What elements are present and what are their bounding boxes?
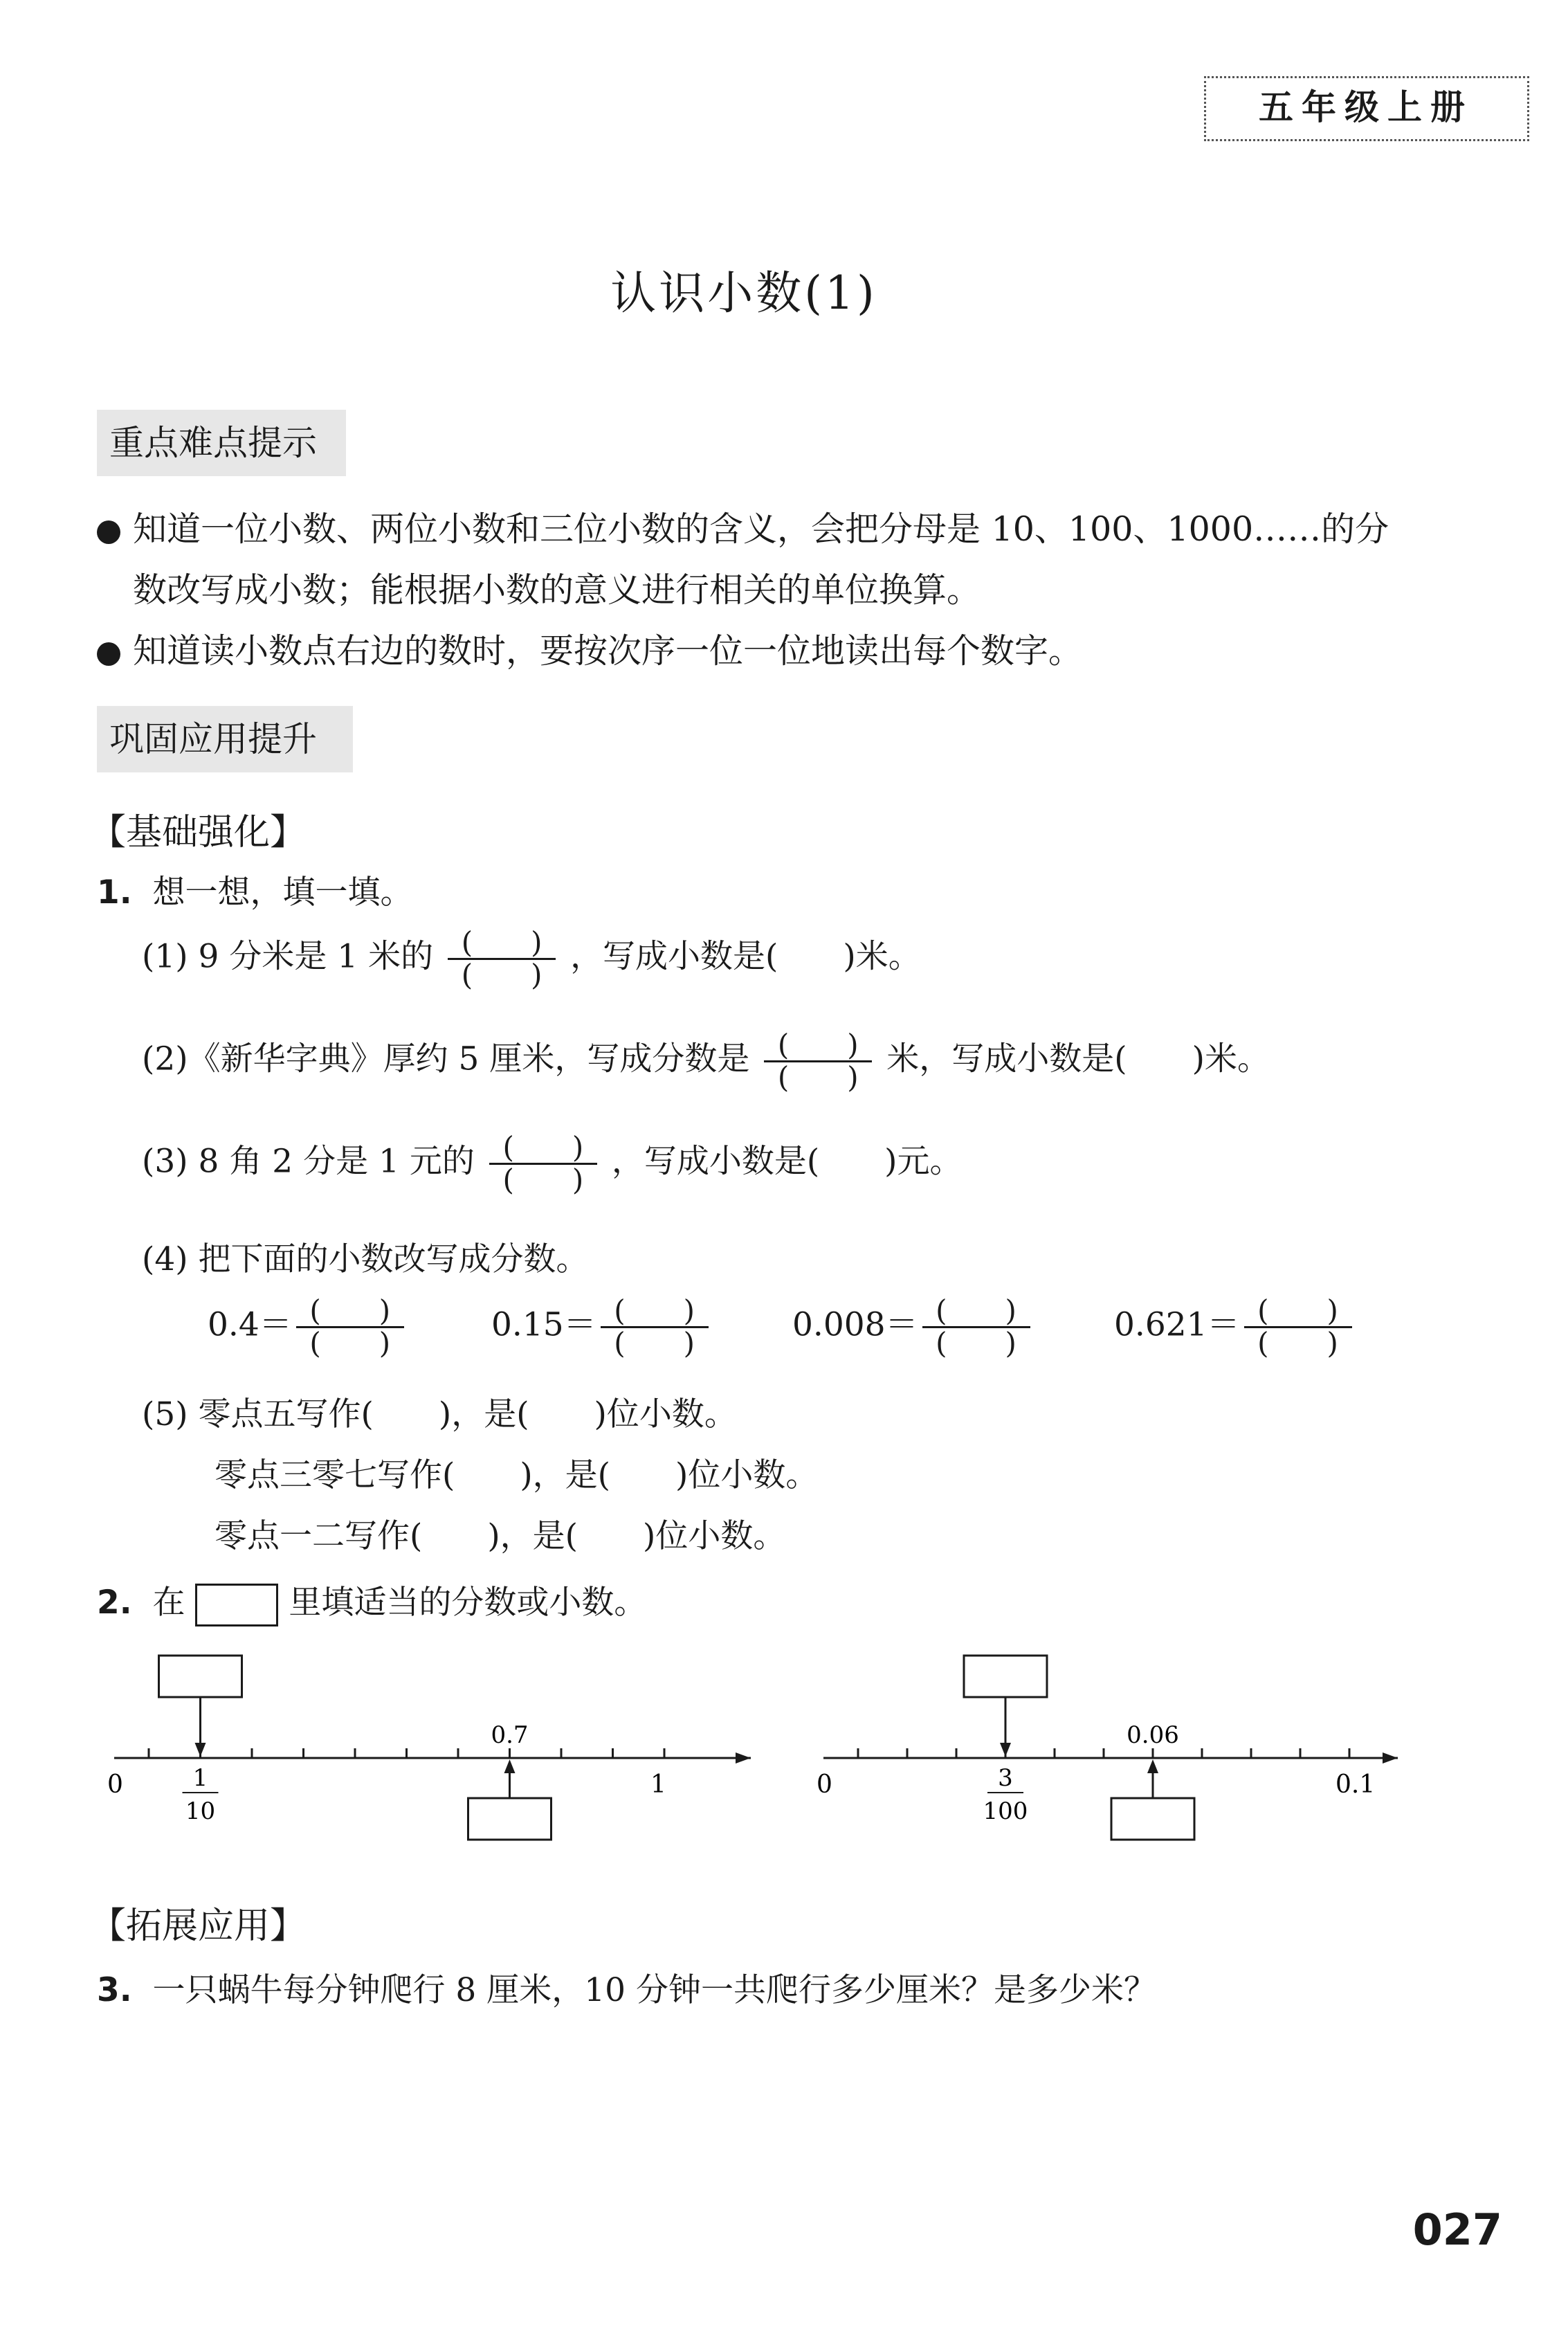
q1-part3	[142, 1132, 963, 1195]
fraction-blank[interactable]: $\frac{( )}{( )}$	[489, 1132, 597, 1195]
q1-part2	[142, 1030, 1270, 1093]
fraction-blank[interactable]: $\frac{( )}{( )}$	[764, 1030, 872, 1093]
extend-heading: 【拓展应用】	[90, 1905, 307, 1947]
mark-label: 0.7	[491, 1721, 529, 1749]
q1-part5-b: 零点三零七写作( )，是( )位小数。	[215, 1456, 819, 1494]
page-number: 027	[1412, 2204, 1502, 2255]
grade-label-box	[1204, 76, 1529, 141]
q1-part1-tail: ，写成小数是( )米。	[570, 937, 921, 976]
conv-4: 0.621＝ $\frac{( )}{( )}$	[1114, 1296, 1356, 1359]
fraction-numerator: 3	[998, 1764, 1013, 1792]
arrow-down-icon	[195, 1743, 206, 1757]
answer-box	[964, 1656, 1047, 1697]
conv-1: 0.4＝ $\frac{( )}{( )}$	[208, 1296, 408, 1359]
q1-part4: (4) 把下面的小数改写成分数。	[142, 1240, 589, 1278]
fraction-blank[interactable]: $\frac{( )}{( )}$	[448, 927, 556, 990]
question-2	[97, 1577, 646, 1626]
bullet-1	[97, 498, 1467, 561]
q1-part3-tail: ，写成小数是( )元。	[611, 1142, 963, 1181]
grade-label: 五年级上册	[1255, 80, 1477, 129]
q1-part2-text: (2)《新华字典》厚约 5 厘米，写成分数是	[142, 1040, 750, 1078]
question-2-number: 2.	[97, 1584, 132, 1622]
bullet-1-line1: 知道一位小数、两位小数和三位小数的含义，会把分母是 10、100、1000……的分	[133, 509, 1389, 549]
tick-label: 0	[817, 1770, 832, 1799]
fraction-blank[interactable]: $\frac{( )}{( )}$	[1244, 1296, 1352, 1359]
number-line-2	[817, 1656, 1398, 1840]
q1-part2-tail: 米，写成小数是( )米。	[886, 1040, 1270, 1078]
fraction-blank[interactable]: $\frac{( )}{( )}$	[922, 1296, 1030, 1359]
question-3	[97, 1964, 1156, 2011]
conv-2: 0.15＝ $\frac{( )}{( )}$	[491, 1296, 713, 1359]
q1-part5-a: (5) 零点五写作( )，是( )位小数。	[142, 1395, 737, 1433]
fraction-blank[interactable]: $\frac{( )}{( )}$	[296, 1296, 404, 1359]
basic-heading: 【基础强化】	[90, 812, 307, 853]
tick-label: 0.1	[1335, 1770, 1376, 1799]
bullet-dot-icon	[97, 642, 120, 666]
axis-arrow-icon	[1383, 1752, 1398, 1764]
axis-arrow-icon	[736, 1752, 751, 1764]
bullet-2	[97, 620, 1082, 682]
answer-box	[159, 1656, 242, 1697]
question-1	[97, 867, 412, 913]
bullet-1-cont: 数改写成小数；能根据小数的意义进行相关的单位换算。	[133, 570, 981, 610]
q1-part1	[142, 927, 921, 990]
answer-box	[468, 1798, 551, 1840]
answer-box	[1111, 1798, 1194, 1840]
tick-label: 1	[650, 1770, 666, 1799]
mark-label: 0.06	[1127, 1721, 1179, 1749]
tick-label: 0	[107, 1770, 123, 1799]
question-1-text: 想一想，填一填。	[152, 873, 413, 912]
bullet-2-line1: 知道读小数点右边的数时，要按次序一位一位地读出每个数字。	[133, 631, 1083, 671]
section-consolidate: 巩固应用提升	[97, 706, 353, 772]
q1-part5-c: 零点一二写作( )，是( )位小数。	[215, 1517, 786, 1555]
fraction-denominator: 10	[185, 1797, 216, 1825]
question-3-number: 3.	[97, 1971, 132, 2009]
fraction-denominator: 100	[983, 1797, 1028, 1825]
page-title: 认识小数(1)	[610, 266, 877, 320]
arrow-down-icon	[1000, 1743, 1011, 1757]
q1-part3-text: (3) 8 角 2 分是 1 元的	[142, 1142, 475, 1181]
section-key-points: 重点难点提示	[97, 410, 346, 476]
question-3-text: 一只蜗牛每分钟爬行 8 厘米，10 分钟一共爬行多少厘米？是多少米？	[152, 1971, 1156, 2009]
arrow-up-icon	[1147, 1759, 1158, 1773]
question-2-pre: 在	[152, 1584, 185, 1622]
arrow-up-icon	[504, 1759, 516, 1773]
question-1-number: 1.	[97, 873, 132, 912]
fraction-blank[interactable]: $\frac{( )}{( )}$	[601, 1296, 709, 1359]
question-2-post: 里填适当的分数或小数。	[289, 1584, 647, 1622]
sample-box	[195, 1584, 278, 1626]
q1-part1-text: (1) 9 分米是 1 米的	[142, 937, 434, 976]
number-line-1	[107, 1656, 751, 1840]
conv-3: 0.008＝ $\frac{( )}{( )}$	[792, 1296, 1034, 1359]
bullet-dot-icon	[97, 520, 120, 544]
fraction-numerator: 1	[192, 1764, 208, 1792]
number-lines	[0, 1640, 1568, 1862]
